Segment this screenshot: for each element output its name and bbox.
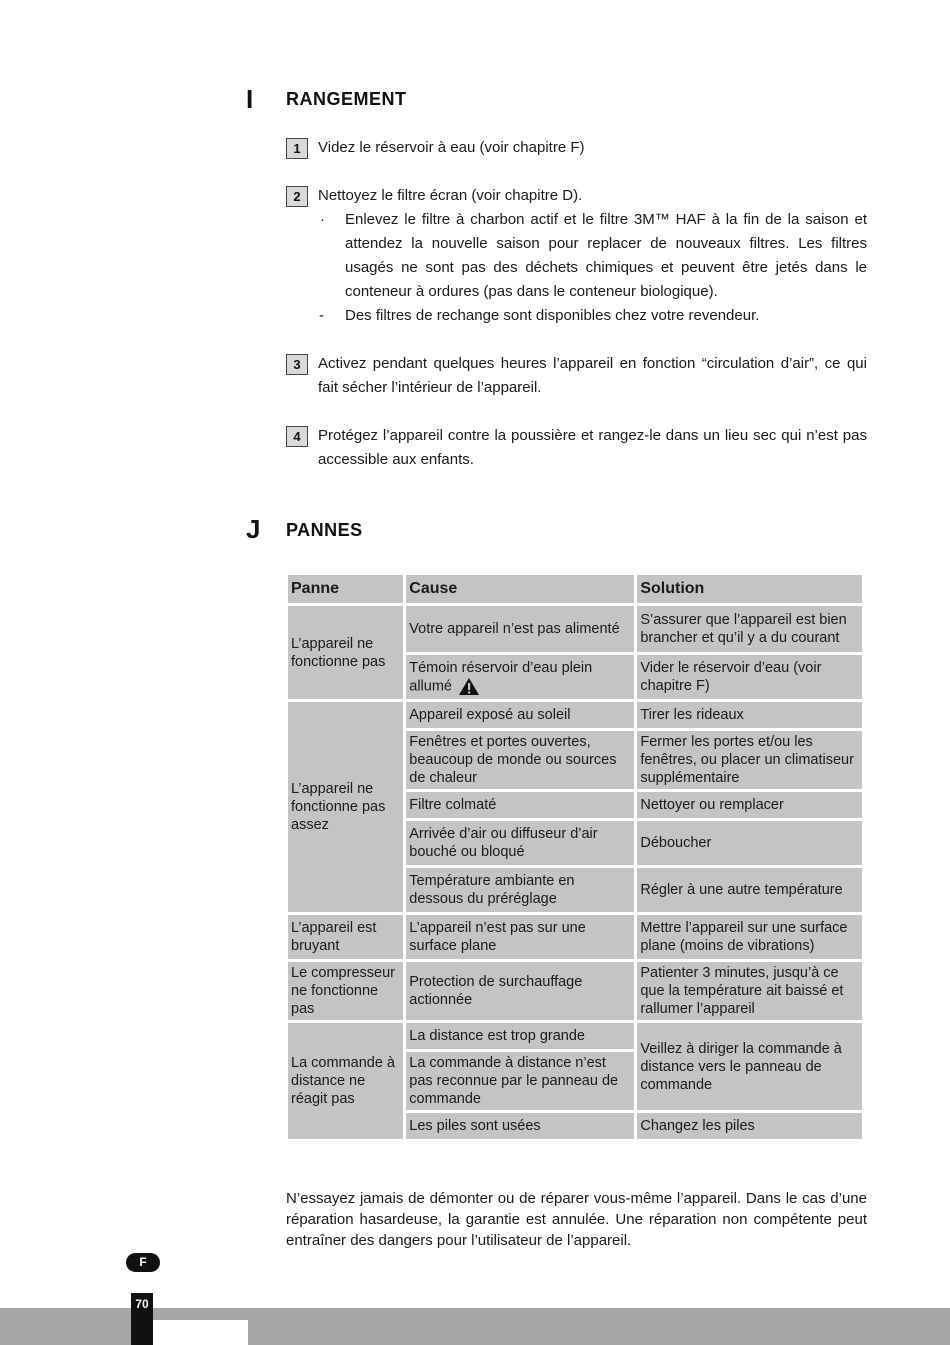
step-number-1: 1: [286, 138, 308, 159]
cause-cell: La commande à distance n’est pas reconnue par le panneau de commande: [406, 1052, 634, 1110]
language-badge: F: [126, 1253, 160, 1272]
panne-cell: L’appareil ne fonctionne pas assez: [288, 702, 403, 912]
table-row: [288, 606, 862, 652]
solution-cell: Changez les piles: [637, 1113, 862, 1139]
cause-cell: Appareil exposé au soleil: [406, 702, 634, 728]
section-letter-j: J: [246, 514, 261, 544]
cause-cell: Filtre colmaté: [406, 792, 634, 818]
solution-cell: Tirer les rideaux: [637, 702, 862, 728]
solution-cell: Régler à une autre température: [637, 868, 862, 912]
solution-cell: Fermer les portes et/ou les fenêtres, ou placer un climatiseur supplémentaire: [637, 731, 862, 789]
troubleshooting-table: [285, 572, 865, 1142]
warning-note: N’essayez jamais de démonter ou de réparer vous-même l’appareil. Dans le cas d’une réparation hasardeuse, la garantie est annulée. Une réparation non compétente peut entraîner des dangers pour l’utilisateur de l’appareil.: [286, 1190, 867, 1249]
warning-triangle-icon: [458, 677, 480, 696]
footer-white-block: [153, 1320, 248, 1345]
cause-cell: Votre appareil n’est pas alimenté: [406, 606, 634, 652]
cause-cell: [406, 655, 634, 699]
page-number: 70: [131, 1293, 153, 1345]
step-text-4: Protégez l’appareil contre la poussière et rangez-le dans un lieu sec qui n’est pas accessible aux enfants.: [318, 427, 867, 468]
cause-cell: Protection de surchauffage actionnée: [406, 962, 634, 1020]
header-solution: Solution: [637, 575, 862, 603]
solution-cell: Nettoyer ou remplacer: [637, 792, 862, 818]
cause-cell: L’appareil n’est pas sur une surface plane: [406, 915, 634, 959]
section-title-pannes: PANNES: [286, 520, 363, 540]
table-header-row: [288, 575, 862, 603]
cause-cell: Les piles sont usées: [406, 1113, 634, 1139]
cause-cell: Arrivée d’air ou diffuseur d’air bouché ou bloqué: [406, 821, 634, 865]
bullet-mark-1: ·: [320, 211, 325, 228]
table-row: [288, 1023, 862, 1049]
solution-cell: Vider le réservoir d’eau (voir chapitre F): [637, 655, 862, 699]
bullet-text-1: Enlevez le filtre à charbon actif et le filtre 3M™ HAF à la fin de la saison et attendez la nouvelle saison pour replacer de nouveaux filtres. Les filtres usagés ne sont pas des déchets chimiques et peuvent être jetés dans le conteneur à ordures (pas dans le conteneur biologique).: [345, 211, 867, 300]
header-panne: Panne: [288, 575, 403, 603]
header-cause: Cause: [406, 575, 634, 603]
cause-cell: La distance est trop grande: [406, 1023, 634, 1049]
step-text-1: Videz le réservoir à eau (voir chapitre F): [318, 139, 585, 156]
step-text-2: Nettoyez le filtre écran (voir chapitre D).: [318, 187, 583, 204]
panne-cell: L’appareil est bruyant: [288, 915, 403, 959]
bullet-mark-2: -: [319, 307, 324, 324]
step-number-3: 3: [286, 354, 308, 375]
solution-cell: S’assurer que l’appareil est bien brancher et qu’il y a du courant: [637, 606, 862, 652]
table-row: [288, 915, 862, 959]
step-number-2: 2: [286, 186, 308, 207]
solution-cell: Déboucher: [637, 821, 862, 865]
cause-text: Témoin réservoir d’eau plein allumé: [409, 659, 593, 694]
section-letter-i: I: [246, 84, 254, 114]
bullet-text-2: Des filtres de rechange sont disponibles chez votre revendeur.: [345, 307, 760, 324]
cause-cell: Fenêtres et portes ouvertes, beaucoup de monde ou sources de chaleur: [406, 731, 634, 789]
panne-cell: Le compresseur ne fonctionne pas: [288, 962, 403, 1020]
table-row: [288, 702, 862, 728]
section-title-rangement: RANGEMENT: [286, 89, 407, 109]
panne-cell: La commande à distance ne réagit pas: [288, 1023, 403, 1139]
cause-cell: Température ambiante en dessous du préréglage: [406, 868, 634, 912]
table-row: [288, 962, 862, 1020]
panne-cell: L’appareil ne fonctionne pas: [288, 606, 403, 699]
solution-cell: Patienter 3 minutes, jusqu’à ce que la température ait baissé et rallumer l’appareil: [637, 962, 862, 1020]
solution-cell: Veillez à diriger la commande à distance vers le panneau de commande: [637, 1023, 862, 1110]
step-text-3: Activez pendant quelques heures l’appareil en fonction “circulation d’air”, ce qui fait sécher l’intérieur de l’appareil.: [318, 355, 867, 396]
step-number-4: 4: [286, 426, 308, 447]
solution-cell: Mettre l’appareil sur une surface plane (moins de vibrations): [637, 915, 862, 959]
